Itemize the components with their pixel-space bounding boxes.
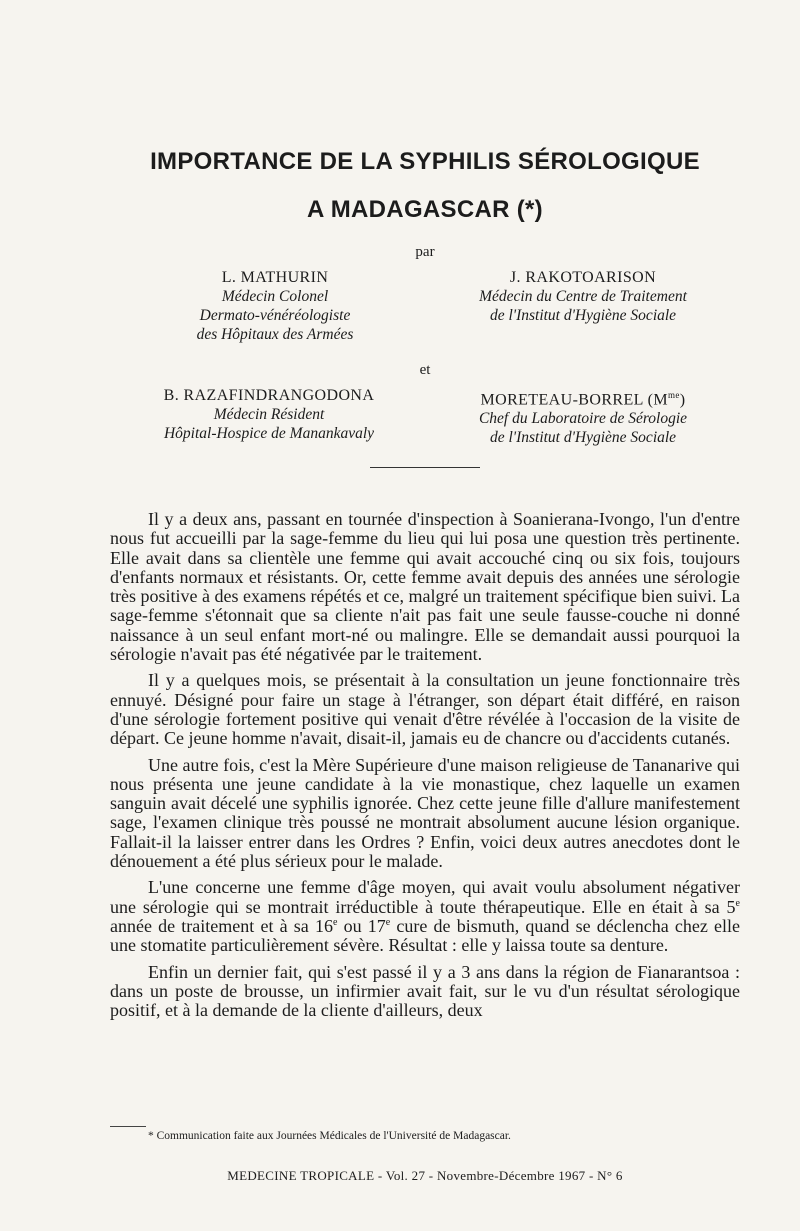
author-name: J. RAKOTOARISON bbox=[509, 269, 657, 286]
footnote-rule bbox=[110, 1126, 146, 1127]
body-paragraph: Il y a deux ans, passant en tournée d'inspection à Soanierana-Ivongo, l'un d'entre nous fut accueilli par la sage-femme du lieu qui lui posa une question très pertinente. Elle avait dans sa clientèle une femme qui avait accouché cinq ou six fois, toujours d'enfants normaux et résistants. Or, cette femme avait depuis des années une sérologie très positive à des examens répétés et ce, malgré un traitement spécifique bien suivi. La sage-femme s'étonnait que sa cliente n'ait pas fait une seule fausse-couche ni donné naissance à un seul enfant mort-né ou malingre. Elle se demandait aussi pourquoi la sérologie n'avait pas été négativée par le traitement. bbox=[110, 509, 740, 665]
author-name-end: ) bbox=[679, 391, 686, 409]
author-role: Médecin Résident bbox=[213, 406, 325, 423]
author-role: Hôpital-Hospice de Manankavaly bbox=[163, 425, 375, 442]
body-text: ou 17 bbox=[337, 915, 386, 936]
and-label: et bbox=[419, 362, 431, 378]
author-name: L. MATHURIN bbox=[221, 269, 329, 286]
ordinal-superscript: e bbox=[735, 897, 740, 909]
article-body bbox=[110, 510, 740, 1027]
author-role: Chef du Laboratoire de Sérologie bbox=[478, 410, 688, 428]
article-title-line-2: A MADAGASCAR (*) bbox=[307, 196, 543, 223]
author-role: Médecin du Centre de Traitement bbox=[479, 288, 687, 305]
body-paragraph: Enfin un dernier fait, qui s'est passé il y a 3 ans dans la région de Fianarantsoa : dans un poste de brousse, un infirmier avait fait, sur le vu d'un résultat sérologique positif, et à la demande de la cliente d'ailleurs, deux bbox=[110, 961, 740, 1021]
author-name-main: MORETEAU-BORREL (M bbox=[480, 391, 668, 409]
body-paragraph: Une autre fois, c'est la Mère Supérieure d'une maison religieuse de Tananarive qui nous présenta une jeune candidate à la vie monastique, chez laquelle un examen sanguin avait décelé une syphilis ignorée. Chez cette jeune fille d'allure manifestement sage, l'examen clinique très poussé ne montrait absolument aucune lésion organique. Fallait-il la laisser entrer dans les Ordres ? Enfin, voici deux autres anecdotes dont le dénouement a été plus sérieux pour le malade. bbox=[110, 754, 740, 872]
body-paragraph: Il y a quelques mois, se présentait à la consultation un jeune fonctionnaire très ennuyé. Désigné pour faire un stage à l'étranger, son départ était différé, en raison d'une sérologie fortement positive qui venait d'être révélée à l'occasion de la visite de départ. Ce jeune homme n'avait, disait-il, jamais eu de chancre ou d'accidents cutanés. bbox=[110, 670, 740, 749]
article-title-line-1: IMPORTANCE DE LA SYPHILIS SÉROLOGIQUE bbox=[150, 148, 700, 175]
author-role: Dermato-vénéréologiste bbox=[199, 307, 351, 324]
author-role: de l'Institut d'Hygiène Sociale bbox=[489, 429, 677, 447]
title-separator-rule bbox=[370, 467, 480, 468]
journal-footer: MEDECINE TROPICALE - Vol. 27 - Novembre-Décembre 1967 - N° 6 bbox=[227, 1168, 623, 1183]
author-mathurin bbox=[110, 268, 440, 344]
footnote: * Communication faite aux Journées Médicales de l'Université de Madagascar. bbox=[148, 1130, 511, 1142]
author-name bbox=[418, 386, 748, 409]
author-name: B. RAZAFINDRANGODONA bbox=[163, 387, 375, 404]
author-role: de l'Institut d'Hygiène Sociale bbox=[489, 307, 677, 324]
author-razafindrangodona bbox=[104, 386, 434, 443]
by-label: par bbox=[415, 244, 435, 260]
ordinal-superscript: e bbox=[332, 916, 338, 928]
author-role: Médecin Colonel bbox=[221, 288, 329, 305]
ordinal-superscript: e bbox=[385, 916, 391, 928]
body-text: L'une concerne une femme d'âge moyen, qui avait voulu absolument négativer une sérologie qui se montrait irréductible à toute thérapeutique. Elle en était à sa 5 bbox=[110, 877, 740, 917]
author-name-superscript: me bbox=[667, 390, 680, 400]
author-rakotoarison bbox=[418, 268, 748, 325]
body-text: année de traitement et à sa 16 bbox=[110, 915, 333, 936]
author-role: des Hôpitaux des Armées bbox=[196, 326, 354, 343]
body-text: cure de bismuth, quand se déclencha chez elle une stomatite particulièrement sévère. Résultat : elle y laissa toute sa denture. bbox=[110, 915, 740, 956]
author-moreteau-borrel bbox=[418, 386, 748, 447]
body-paragraph bbox=[110, 878, 740, 955]
